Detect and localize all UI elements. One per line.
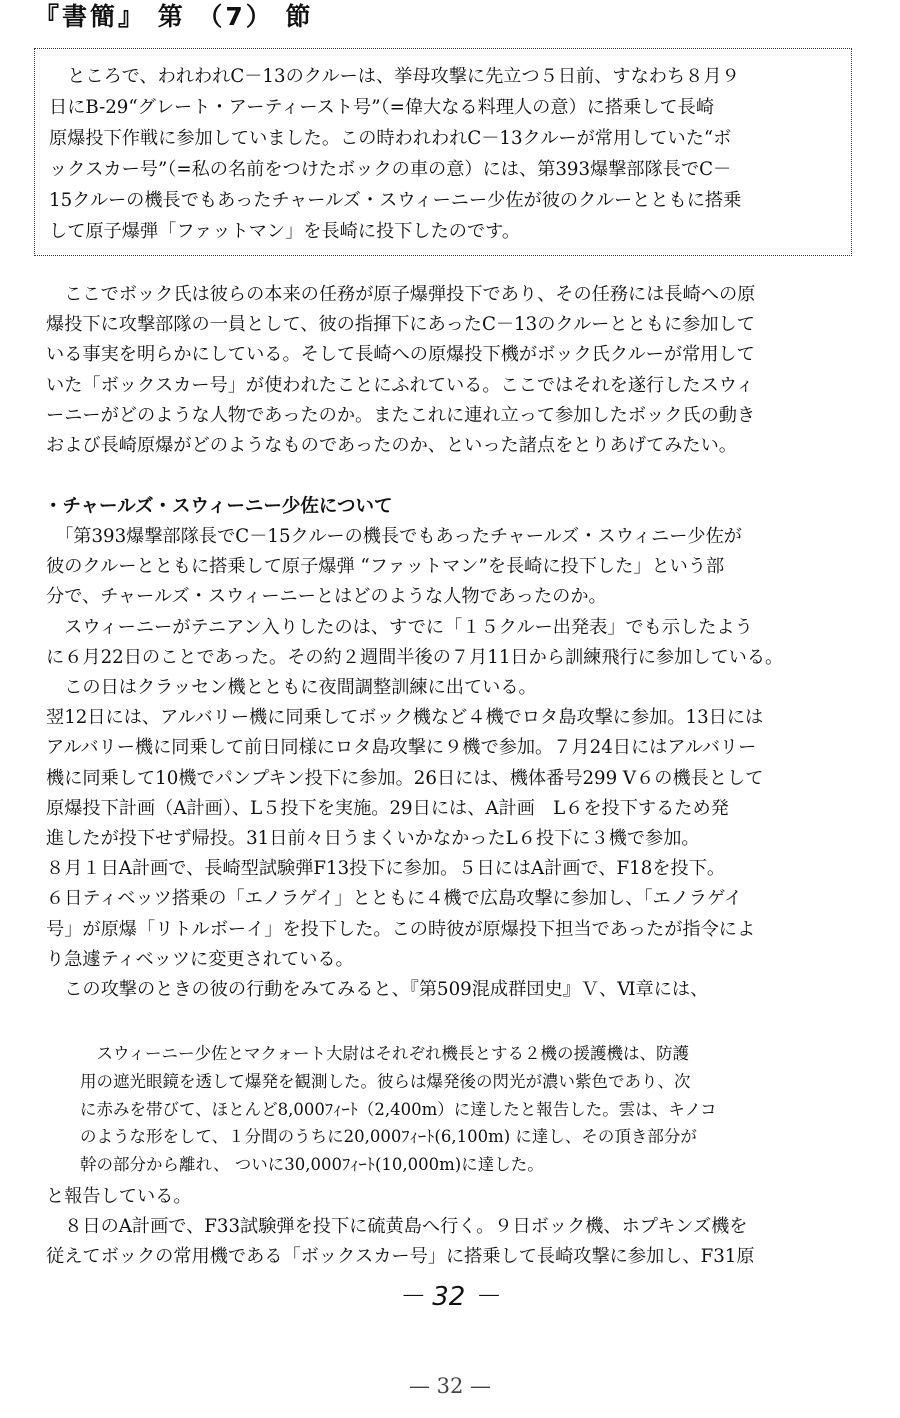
history-quote: スウィーニー少佐とマクォート大尉はそれぞれ機長とする２機の援護機は、防護 用の遮光眼鏡を透して爆発を観測した。彼らは爆発後の閃光が濃い紫色であり、次 に赤みを帯びて、ほとんど8,000ﾌｨｰﾄ（2,400m）に達したと報告した。雲は、キノコ のような形をして、１分間のうちに20,000ﾌｨｰﾄ(6,100m) に達し、その頂き部分が 幹の部分から離れ、 ついに30,000ﾌｨｰﾄ(10,000m)に達した。 [80, 1044, 717, 1175]
letter-quote-box [34, 48, 852, 256]
printed-page-number: — 32 — [408, 1374, 492, 1398]
intro-paragraph: ここでボック氏は彼らの本来の任務が原子爆弾投下であり、その任務には長崎への原 爆投下に攻撃部隊の一員として、彼の指揮下にあったC－13のクルーとともに参加して いる事実を明らかにしている。そして長崎への原爆投下機がボック氏クルーが常用して いた「ボックスカー号」が使われたことにふれている。ここではそれを遂行したスウィ ーニーがどのような人物であったのか。またこれに連れ立って参加したボック氏の動き および長崎原爆がどのようなものであったのか、といった諸点をとりあげてみたい。 [46, 284, 756, 457]
letter-quote-text: ところで、われわれC－13のクルーは、挙母攻撃に先立つ５日前、すなわち８月９ 日にB-29“グレート・アーティースト号”（=偉大なる料理人の意）に搭乗して長崎 原爆投下作戦に参加していました。この時われわれC－13クルーが常用していた“ボ ックスカー号”（=私の名前をつけたボックの車の意）には、第393爆撃部隊長でC－ 15クルーの機長でもあったチャールズ・スウィーニー少佐が彼のクルーとともに搭乗 して原子爆弾「ファットマン」を長崎に投下したのです。 [49, 66, 742, 242]
closing-paragraph: と報告している。 ８日のA計画で、F33試験弾を投下に硫黄島へ行く。９日ボック機、ホプキンズ機を 従えてボックの常用機である「ボックスカー号」に搭乗して長崎攻撃に参加し、F31原 [46, 1186, 755, 1268]
section-body: 「第393爆撃部隊長でC－15クルーの機長でもあったチャールズ・スウィニー少佐が 彼のクルーとともに搭乗して原子爆弾 “ファットマン”を長崎に投下した」という部 分で、チャールズ・スウィーニーとはどのような人物であったのか。 スウィーニーがテニアン入りしたのは、すでに「１５クルー出発表」でも示したよう に６月22日のことであった。その約２週間半後の７月11日から訓練飛行に参加している。 この日はクラッセン機とともに夜間調整訓練に出ている。 翌12日には、アルバリー機に同乗してボック機など４機でロタ島攻撃に参加。13日には アルバリー機に同乗して前日同様にロタ島攻撃に９機で参加。７月24日にはアルバリー 機に同乗して10機でパンプキン投下に参加。26日には、機体番号299 V６の機長として 原爆投下計画（A計画）、L５投下を実施。29日には、A計画 L６を投下するため発 進したが投下せず帰投。31日前々日うまくいかなかったL６投下に３機で参加。 ８月１日A計画で、長崎型試験弾F13投下に参加。５日にはA計画で、F18を投下。 ６日ティベッツ搭乗の「エノラゲイ」とともに４機で広島攻撃に参加し、「エノラゲイ 号」が原爆「リトルボーイ」を投下した。この時彼が原爆投下担当であったが指令によ り急遽ティベッツに変更されている。 この攻撃のときの彼の行動をみてみると、『第509混成群団史』Ｖ、Ⅵ章には、 [46, 526, 784, 1001]
section-heading: ・チャールズ・スウィーニー少佐について [44, 496, 393, 517]
handwritten-page-number: － 32 － [398, 1282, 500, 1312]
page-title: 『書簡』 第 （7） 節 [34, 2, 314, 31]
